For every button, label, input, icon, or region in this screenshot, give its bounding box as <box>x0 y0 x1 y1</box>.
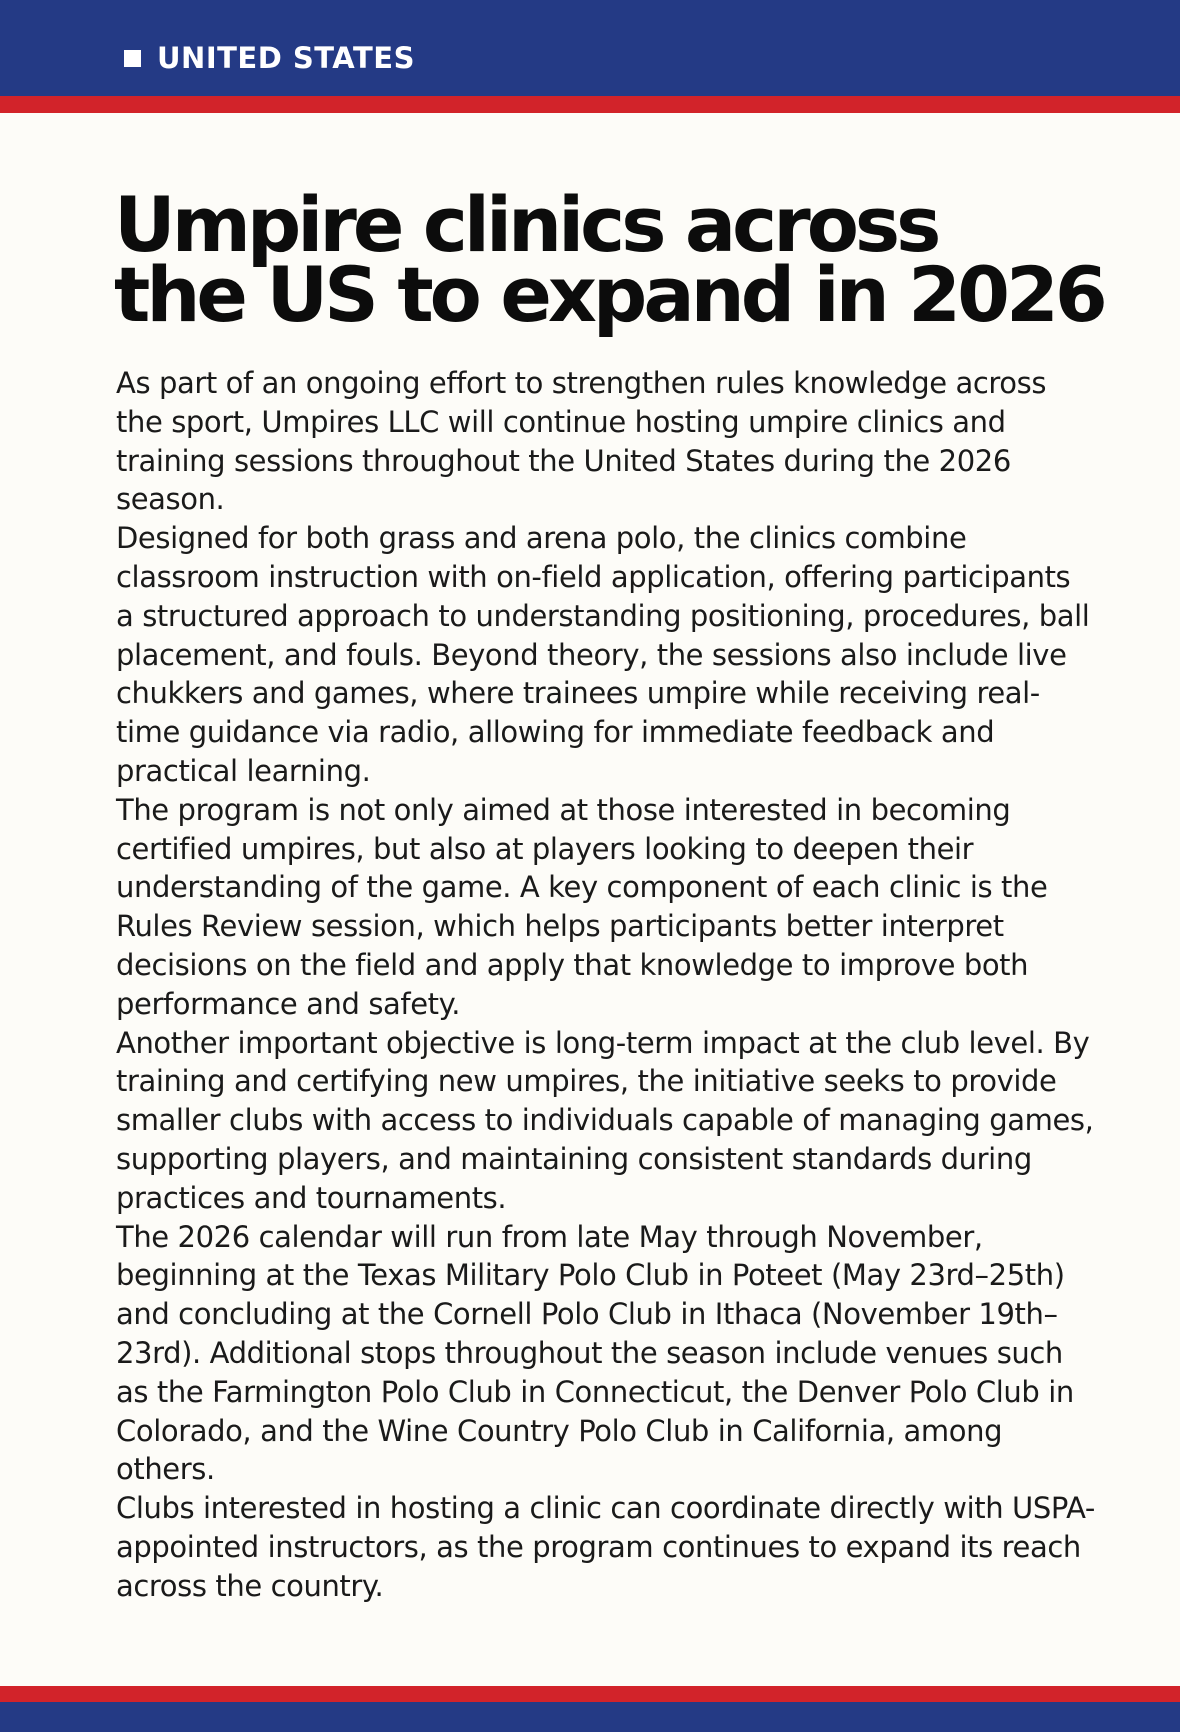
header-red-stripe <box>0 96 1180 113</box>
article-paragraph-4: Another important objective is long-term impact at the club level. By training and certifying new umpires, the initiative seeks to provide smaller clubs with access to individuals capable of managing games, supporting players, and maintaining consistent standards during practices and tournaments. <box>116 1025 1094 1215</box>
article-paragraph-3: The program is not only aimed at those interested in becoming certified umpires, but also at players looking to deepen their understanding of the game. A key component of each clinic is the Rules Review session, which helps participants better interpret decisions on the field and apply that knowledge to improve both performance and safety. <box>116 792 1048 1021</box>
footer-blue-band <box>0 1702 1180 1732</box>
section-label <box>124 40 415 76</box>
article-paragraph-6: Clubs interested in hosting a clinic can coordinate directly with USPA-appointed instructors, as the program continues to expand its reach across the country. <box>116 1491 1095 1603</box>
article-paragraph-1: As part of an ongoing effort to strengthen rules knowledge across the sport, Umpires LLC will continue hosting umpire clinics and training sessions throughout the United States during the 2026 season. <box>116 366 1047 517</box>
square-bullet-icon <box>124 50 141 67</box>
footer-red-stripe <box>0 1686 1180 1702</box>
section-label-text: UNITED STATES <box>157 41 415 75</box>
headline-line-1: Umpire clinics across <box>114 180 938 269</box>
article-paragraph-5: The 2026 calendar will run from late May through November, beginning at the Texas Military Polo Club in Poteet (May 23rd–25th) and concluding at the Cornell Polo Club in Ithaca (November 19th–23rd). Additional stops throughout the season include venues such as the Farmington Polo Club in Connecticut, the Denver Polo Club in Colorado, and the Wine Country Polo Club in California, among others. <box>116 1219 1074 1487</box>
article-body <box>116 364 1096 1606</box>
headline-line-2: the US to expand in 2026 <box>114 250 1104 339</box>
article-headline <box>114 180 1114 339</box>
article-paragraph-2: Designed for both grass and arena polo, the clinics combine classroom instruction with on-field application, offering participants a structured approach to understanding positioning, procedures, ball placement, and fouls. Beyond theory, the sessions also include live chukkers and games, where trainees umpire while receiving real-time guidance via radio, allowing for immediate feedback and practical learning. <box>116 521 1090 788</box>
